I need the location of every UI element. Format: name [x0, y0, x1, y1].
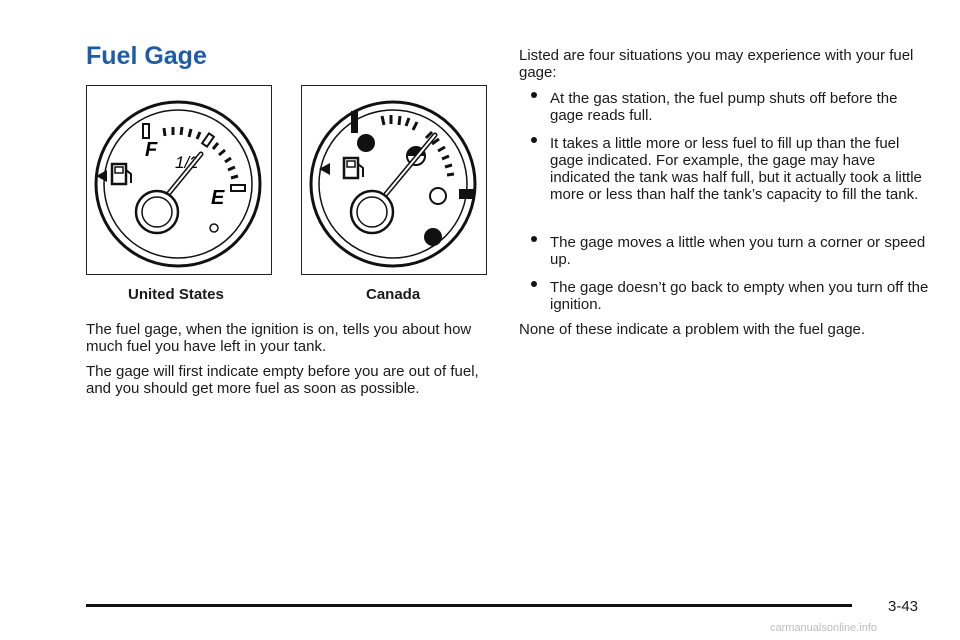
caption-united-states: United States — [128, 286, 224, 303]
fuel-pump-icon — [319, 158, 363, 178]
list-item — [519, 135, 929, 225]
fuel-pump-icon — [96, 164, 131, 184]
bullet-icon — [531, 281, 537, 287]
page-number: 3-43 — [888, 598, 919, 615]
closing-paragraph: None of these indicate a problem with the fuel gage. — [519, 321, 866, 338]
list-item-text: The gage moves a little when you turn a corner or speed up. — [550, 234, 926, 268]
footer-rule — [86, 604, 852, 607]
fuel-gauge-us-illustration — [86, 85, 272, 275]
fuel-gauge-canada-svg — [302, 86, 485, 273]
body-paragraph: The fuel gage, when the ignition is on, tells you about how much fuel you have left in your tank. — [86, 321, 472, 355]
bullet-icon — [531, 236, 537, 242]
quarter-circle-icon — [430, 188, 446, 204]
full-label: F — [145, 139, 158, 161]
half-label: 1/2 — [175, 153, 199, 172]
list-item-text: It takes a little more or less fuel to fill up than the fuel gage indicated. For example, the gage may have indicated the tank was half full, but it actually took a little more or less than half the tank’s capacity to fill the tank. — [550, 135, 922, 203]
list-item — [519, 90, 929, 126]
half-marker-icon — [202, 133, 214, 146]
full-bar-icon — [351, 111, 358, 133]
list-item — [519, 234, 929, 270]
empty-circle-icon — [424, 228, 442, 246]
list-item — [519, 279, 929, 315]
full-marker-icon — [143, 124, 149, 138]
fuel-gauge-us-svg — [87, 86, 270, 273]
situations-list — [519, 90, 929, 324]
caption-canada: Canada — [366, 286, 421, 303]
watermark: carmanualsonline.info — [770, 622, 878, 634]
fuel-gauge-canada-illustration — [301, 85, 487, 275]
indicator-light-icon — [210, 224, 218, 232]
bullet-icon — [531, 137, 537, 143]
empty-bar-icon — [459, 189, 475, 199]
page-title: Fuel Gage — [86, 42, 207, 70]
empty-label: E — [211, 187, 225, 209]
body-paragraph: The gage will first indicate empty before you are out of fuel, and you should get more fuel as soon as possible. — [86, 363, 479, 397]
list-item-text: The gage doesn’t go back to empty when you turn off the ignition. — [550, 279, 929, 313]
bullet-icon — [531, 92, 537, 98]
intro-paragraph: Listed are four situations you may experience with your fuel gage: — [519, 47, 914, 81]
empty-marker-icon — [231, 185, 245, 191]
list-item-text: At the gas station, the fuel pump shuts off before the gage reads full. — [550, 90, 898, 124]
full-circle-icon — [357, 134, 375, 152]
